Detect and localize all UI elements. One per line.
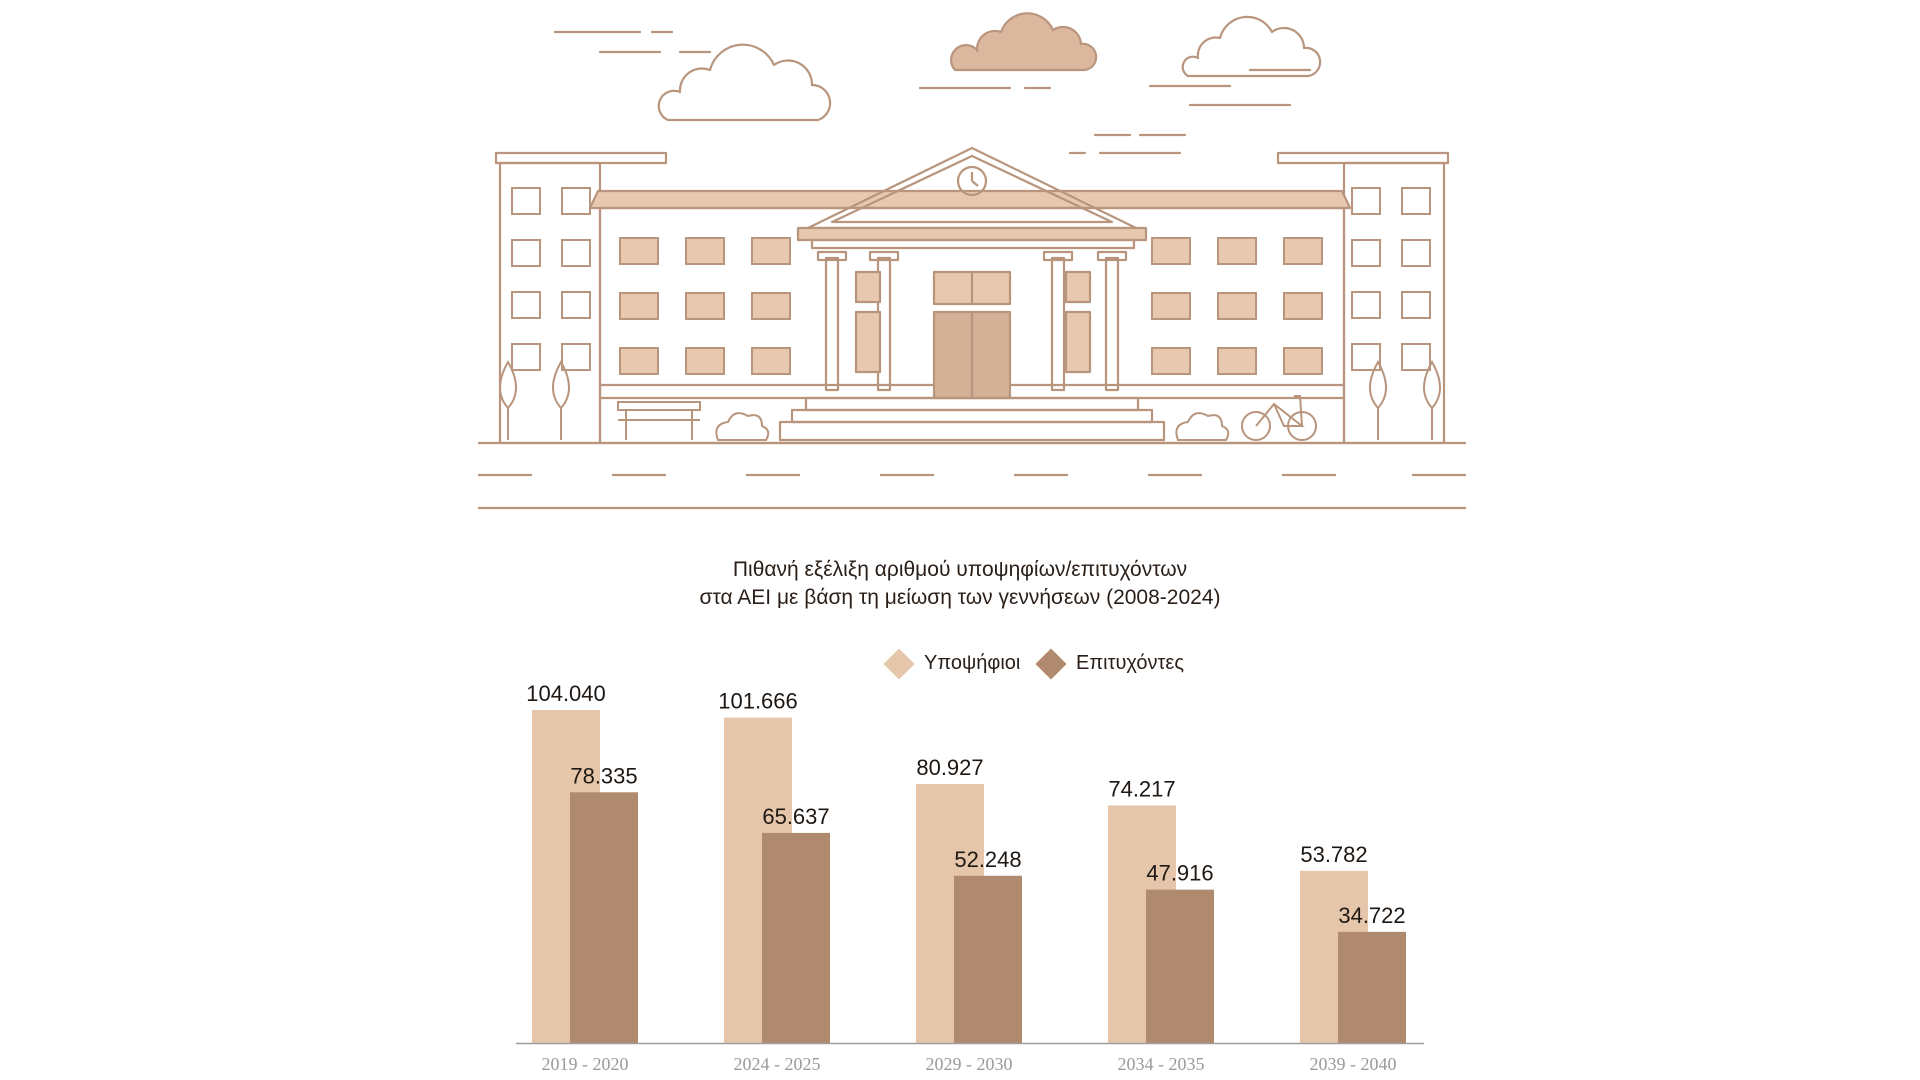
data-label-successful-1: 65.637 bbox=[762, 803, 830, 829]
bar-successful-1 bbox=[762, 833, 830, 1043]
x-tick-label-1: 2024 - 2025 bbox=[733, 1054, 821, 1074]
x-tick-label-4: 2039 - 2040 bbox=[1309, 1054, 1397, 1074]
bar-successful-4 bbox=[1338, 932, 1406, 1043]
x-tick-label-0: 2019 - 2020 bbox=[541, 1054, 629, 1074]
x-tick-label-2: 2029 - 2030 bbox=[925, 1054, 1013, 1074]
data-label-successful-2: 52.248 bbox=[954, 846, 1022, 872]
chart-subtitle: στα ΑΕΙ με βάση τη μείωση των γεννήσεων (2008-2024) bbox=[699, 586, 1221, 609]
data-label-successful-3: 47.916 bbox=[1146, 860, 1214, 886]
data-label-successful-0: 78.335 bbox=[570, 763, 638, 789]
data-label-candidates-3: 74.217 bbox=[1108, 776, 1176, 802]
bar-successful-0 bbox=[570, 792, 638, 1043]
legend-label-candidates: Υποψήφιοι bbox=[924, 652, 1021, 674]
legend-label-successful: Επιτυχόντες bbox=[1076, 652, 1184, 674]
data-label-candidates-2: 80.927 bbox=[916, 754, 984, 780]
bar-successful-2 bbox=[954, 876, 1022, 1043]
data-label-candidates-0: 104.040 bbox=[526, 681, 606, 706]
chart-title: Πιθανή εξέλιξη αριθμού υποψηφίων/επιτυχόντων bbox=[732, 558, 1188, 581]
data-label-successful-4: 34.722 bbox=[1338, 902, 1406, 928]
bar-successful-3 bbox=[1146, 890, 1214, 1043]
x-tick-label-3: 2034 - 2035 bbox=[1117, 1054, 1205, 1074]
data-label-candidates-4: 53.782 bbox=[1300, 841, 1368, 867]
data-label-candidates-1: 101.666 bbox=[718, 688, 798, 714]
